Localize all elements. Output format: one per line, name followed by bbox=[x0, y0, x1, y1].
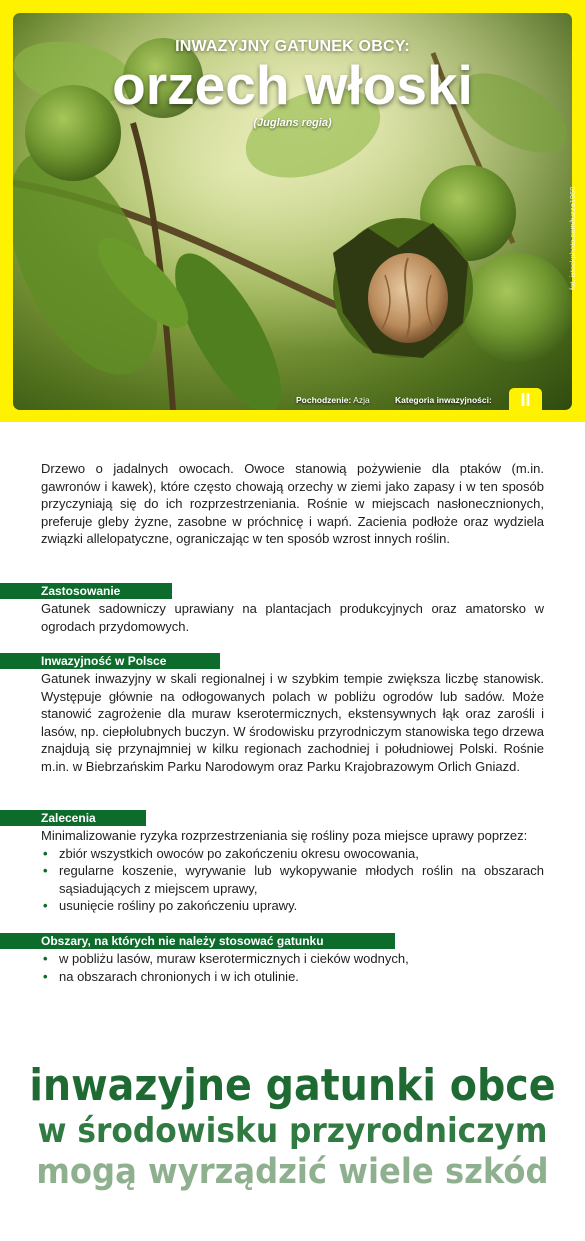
list-item-text: w pobliżu lasów, muraw kserotermicznych i cieków wodnych, bbox=[59, 951, 409, 966]
hero-banner bbox=[0, 0, 585, 422]
origin-info bbox=[296, 395, 370, 405]
intro-paragraph: Drzewo o jadalnych owocach. Owoce stanowią pożywienie dla ptaków (m.in. gawronów i kawek), które często chowają orzechy w ziemi jako zapasy i w ten sposób przyczyniają się do ich rozprzestrzeniania. Rośnie w miejscach nasłonecznionych, preferuje gleby żyzne, zasobne w próchnicę i wapń. Zacienia podłoże oraz wydziela związki allelopatyczne, ograniczając w ten sposób wzrost innych roślin. bbox=[41, 461, 544, 547]
list-item bbox=[41, 897, 544, 915]
category-badge: II bbox=[509, 388, 542, 410]
list-item bbox=[41, 862, 544, 897]
list-item bbox=[41, 845, 544, 863]
slogan-line-1: inwazyjne gatunki obce bbox=[29, 1060, 556, 1111]
hero-latin-name: (Juglans regia) bbox=[253, 117, 332, 129]
bullet-dot: • bbox=[43, 951, 48, 966]
bullet-dot: • bbox=[43, 898, 48, 914]
section-text-usage: Gatunek sadowniczy uprawiany na plantacjach produkcyjnych oraz amatorsko w ogrodach przydomowych. bbox=[41, 601, 544, 634]
section-heading-invasiveness: Inwazyjność w Polsce bbox=[0, 653, 220, 669]
section-body-areas bbox=[41, 950, 544, 985]
slogan-line-2: w środowisku przyrodniczym bbox=[37, 1111, 548, 1151]
section-heading-areas: Obszary, na których nie należy stosować gatunku bbox=[0, 933, 395, 949]
recommendations-lead: Minimalizowanie ryzyka rozprzestrzeniania się rośliny poza miejsce uprawy poprzez: bbox=[41, 828, 528, 843]
hero-title: orzech włoski bbox=[112, 54, 473, 116]
list-item-text: usunięcie rośliny po zakończeniu uprawy. bbox=[59, 898, 298, 914]
hero-kicker: INWAZYJNY GATUNEK OBCY: bbox=[175, 38, 410, 55]
list-item-text: na obszarach chronionych i w ich otulinie. bbox=[59, 968, 299, 984]
list-item bbox=[41, 968, 544, 986]
photo-credit: fot. istockphoto.com/tuzza1960 bbox=[568, 186, 577, 290]
origin-label: Pochodzenie: bbox=[296, 395, 352, 405]
list-item-text: zbiór wszystkich owoców po zakończeniu okresu owocowania, bbox=[59, 845, 419, 861]
list-item-text: regularne koszenie, wyrywanie lub wykopywanie młodych roślin na obszarach sąsiadujących z miejscem uprawy, bbox=[59, 863, 544, 896]
section-heading-recommendations: Zalecenia bbox=[0, 810, 146, 826]
bullet-dot: • bbox=[43, 845, 48, 861]
recommendations-list bbox=[41, 845, 544, 915]
bullet-dot: • bbox=[43, 968, 48, 984]
areas-list bbox=[41, 950, 544, 985]
category-label: Kategoria inwazyjności: bbox=[395, 395, 492, 405]
section-text-invasiveness: Gatunek inwazyjny w skali regionalnej i w szybkim tempie zwiększa liczbę stanowisk. Występuje głównie na odłogowanych polach w pobliżu ogrodów lub sadów. Może stanowić zagrożenie dla muraw kserotermicznych, ekstensywnych łąk oraz zarośli i lasów, np. ciepłolubnych buczyn. W środowisku przyrodniczym stanowiska tego drzewa znajdują się przynajmniej w kilku regionach zachodniej i południowej Polski. Rośnie m.in. w Biebrzańskim Parku Narodowym oraz Parku Krajobrazowym Orlich Gniazd. bbox=[41, 671, 544, 774]
section-body-recommendations bbox=[41, 827, 544, 915]
section-heading-usage: Zastosowanie bbox=[0, 583, 172, 599]
bullet-dot: • bbox=[43, 863, 48, 879]
slogan-line-3: mogą wyrządzić wiele szkód bbox=[36, 1152, 549, 1192]
origin-value: Azja bbox=[353, 395, 370, 405]
list-item bbox=[41, 950, 544, 968]
